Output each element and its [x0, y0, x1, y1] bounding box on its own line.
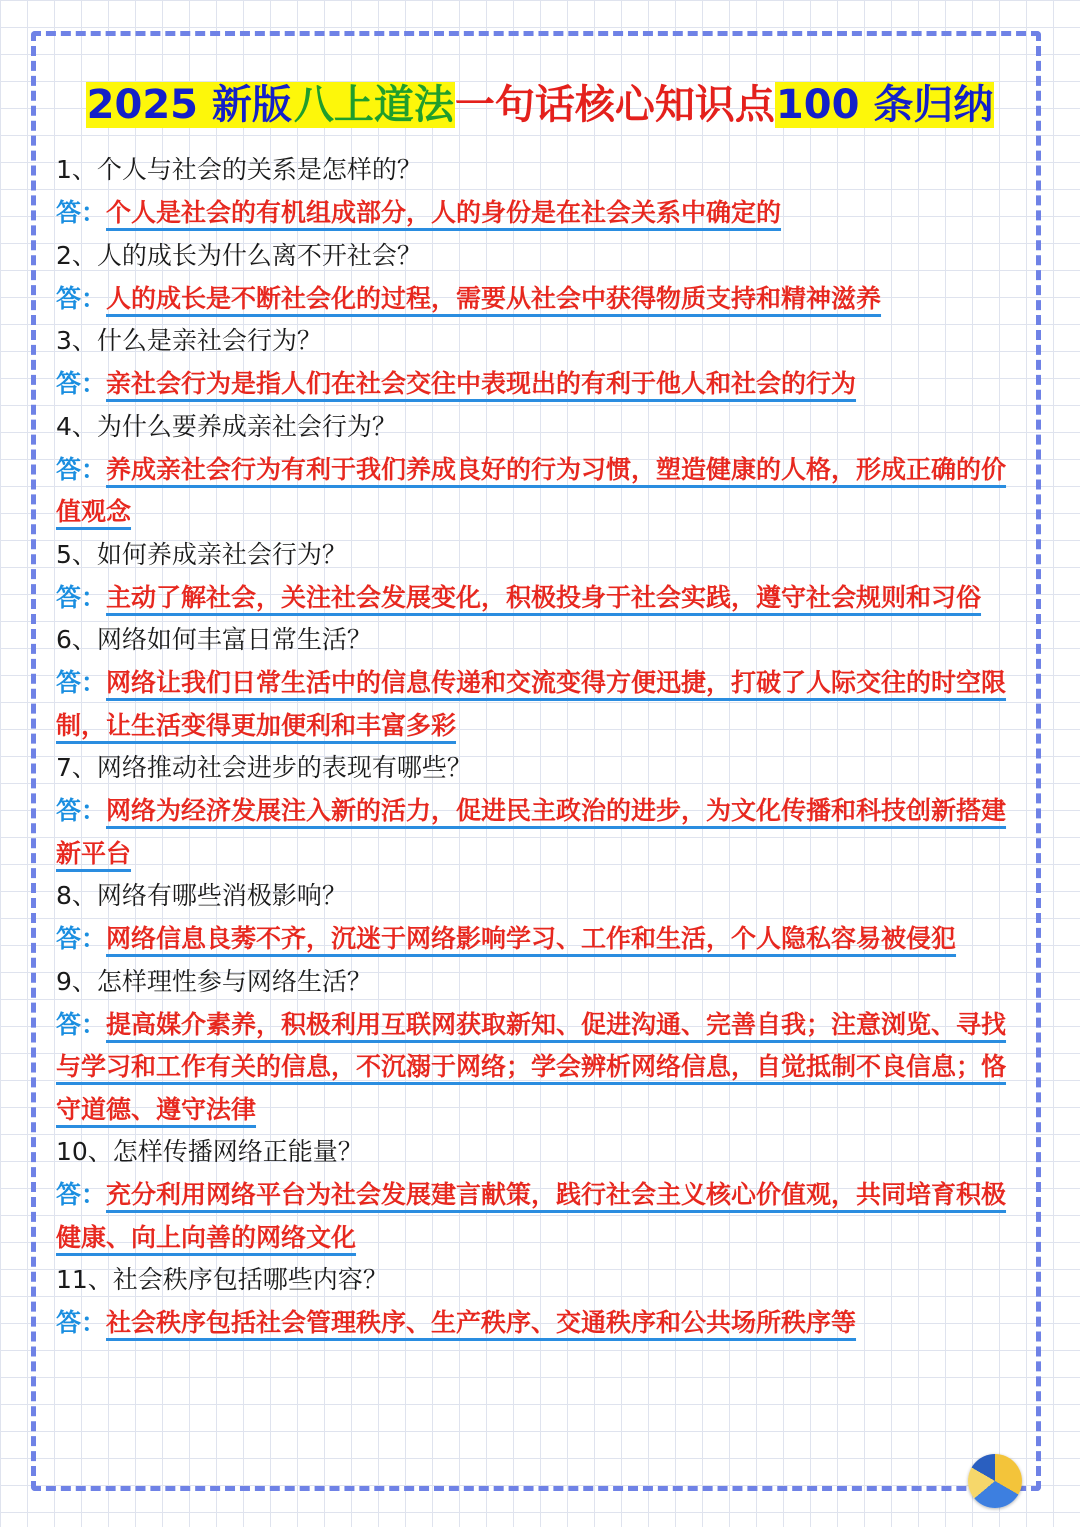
- title-year: 2025 新版: [86, 82, 292, 128]
- answer: [56, 1302, 1026, 1345]
- qa-item: [56, 1259, 1026, 1345]
- question: 5、如何养成亲社会行为？: [56, 539, 347, 569]
- question: 6、网络如何丰富日常生活？: [56, 625, 372, 654]
- answer: [56, 662, 1026, 747]
- question: 3、什么是亲社会行为？: [56, 326, 322, 355]
- title-count: 100 条归纳: [775, 82, 994, 128]
- qa-item: [56, 875, 1026, 961]
- answer: [56, 449, 1026, 534]
- answer-label: 答：: [56, 924, 107, 953]
- question: 7、网络推动社会进步的表现有哪些？: [56, 753, 472, 782]
- question: 9、怎样理性参与网络生活？: [56, 966, 372, 996]
- answer: [56, 1004, 1026, 1132]
- qa-item: [56, 149, 1026, 235]
- qa-item: [56, 1131, 1026, 1259]
- question: 4、为什么要养成亲社会行为？: [56, 411, 397, 441]
- answer-label: 答：: [56, 1009, 107, 1039]
- answer-text: 亲社会行为是指人们在社会交往中表现出的有利于他人和社会的行为: [106, 369, 857, 398]
- answer-label: 答：: [56, 582, 107, 612]
- answer: [56, 363, 1026, 406]
- answer-text: 主动了解社会，关注社会发展变化，积极投身于社会实践，遵守社会规则和习俗: [106, 582, 982, 612]
- answer: [56, 577, 1026, 620]
- qa-item: [56, 320, 1026, 406]
- answer: [56, 918, 1026, 961]
- answer-text: 社会秩序包括社会管理秩序、生产秩序、交通秩序和公共场所秩序等: [106, 1308, 857, 1337]
- answer: [56, 790, 1026, 875]
- answer-label: 答：: [56, 283, 107, 313]
- qa-item: [56, 619, 1026, 747]
- answer-label: 答：: [56, 796, 107, 825]
- answer-label: 答：: [56, 198, 107, 227]
- qa-item: [56, 534, 1026, 620]
- answer-label: 答：: [56, 1308, 107, 1337]
- question: 11、社会秩序包括哪些内容？: [56, 1265, 388, 1294]
- title-main: 一句话核心知识点: [454, 82, 775, 128]
- answer-label: 答：: [56, 1180, 107, 1209]
- question: 2、人的成长为什么离不开社会？: [56, 240, 422, 270]
- title-subject: 八上道法: [293, 82, 454, 128]
- page-title: [0, 68, 1080, 142]
- answer-label: 答：: [56, 668, 107, 697]
- answer: [56, 192, 1026, 235]
- beach-ball-icon: [968, 1454, 1022, 1508]
- question: 1、个人与社会的关系是怎样的？: [56, 155, 422, 184]
- qa-item: [56, 747, 1026, 875]
- qa-item: [56, 235, 1026, 321]
- answer-label: 答：: [56, 369, 107, 398]
- answer-text: 人的成长是不断社会化的过程，需要从社会中获得物质支持和精神滋养: [106, 283, 882, 313]
- question: 8、网络有哪些消极影响？: [56, 881, 347, 910]
- answer-text: 网络信息良莠不齐，沉迷于网络影响学习、工作和生活，个人隐私容易被侵犯: [106, 924, 957, 953]
- qa-list: [56, 149, 1026, 1345]
- answer-label: 答：: [56, 454, 107, 484]
- answer: [56, 1174, 1026, 1259]
- answer-text: 充分利用网络平台为社会发展建言献策，践行社会主义核心价值观，共同培育积极健康、向上向善的网络文化: [56, 1180, 1007, 1252]
- answer-text: 提高媒介素养，积极利用互联网获取新知、促进沟通、完善自我；注意浏览、寻找与学习和工作有关的信息，不沉溺于网络；学会辨析网络信息，自觉抵制不良信息；恪守道德、遵守法律: [56, 1009, 1007, 1124]
- answer-text: 网络为经济发展注入新的活力，促进民主政治的进步，为文化传播和科技创新搭建新平台: [56, 796, 1007, 868]
- qa-item: [56, 961, 1026, 1132]
- answer: [56, 278, 1026, 321]
- answer-text: 个人是社会的有机组成部分，人的身份是在社会关系中确定的: [106, 198, 782, 227]
- qa-item: [56, 406, 1026, 534]
- answer-text: 网络让我们日常生活中的信息传递和交流变得方便迅捷，打破了人际交往的时空限制，让生活变得更加便利和丰富多彩: [56, 668, 1007, 740]
- answer-text: 养成亲社会行为有利于我们养成良好的行为习惯，塑造健康的人格，形成正确的价值观念: [56, 454, 1007, 526]
- question: 10、怎样传播网络正能量？: [56, 1137, 363, 1166]
